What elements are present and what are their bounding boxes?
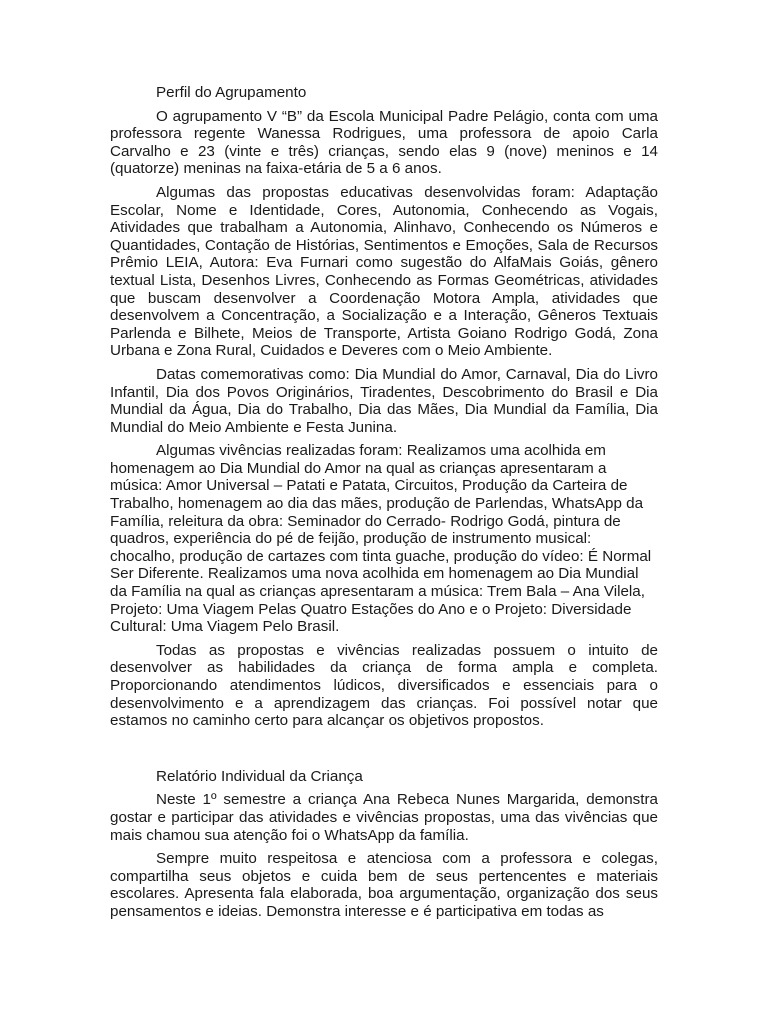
- paragraph-conclusao: Todas as propostas e vivências realizadas possuem o intuito de desenvolver as habilidades da criança de forma ampla e completa. Proporcionando atendimentos lúdicos, diversificados e essenciais para o desenvolvimento e a aprendizagem das crianças. Foi possível notar que estamos no caminho certo para alcançar os objetivos propostos.: [110, 641, 658, 730]
- paragraph-semestre: Neste 1º semestre a criança Ana Rebeca Nunes Margarida, demonstra gostar e participar das atividades e vivências propostas, uma das vivências que mais chamou sua atenção foi o WhatsApp da família.: [110, 791, 658, 844]
- paragraph-comportamento: Sempre muito respeitosa e atenciosa com a professora e colegas, compartilha seus objetos e cuida bem de seus pertencentes e materiais escolares. Apresenta fala elaborada, boa argumentação, organização dos seus pensamentos e ideias. Demonstra interesse e é participativa em todas as: [110, 850, 658, 920]
- paragraph-datas: Datas comemorativas como: Dia Mundial do Amor, Carnaval, Dia do Livro Infantil, Dia dos Povos Originários, Tiradentes, Descobrimento do Brasil e Dia Mundial da Água, Dia do Trabalho, Dia das Mães, Dia Mundial da Família, Dia Mundial do Meio Ambiente e Festa Junina.: [110, 365, 658, 436]
- paragraph-vivencias: Algumas vivências realizadas foram: Realizamos uma acolhida em homenagem ao Dia Mundial do Amor na qual as crianças apresentaram a música: Amor Universal – Patati e Patata, Circuitos, Produção da Carteira de Trabalho, homenagem ao dia das mães, produção de Parlendas, WhatsApp da Família, releitura da obra: Seminador do Cerrado- Rodrigo Godá, pintura de quadros, experiência do pé de feijão, produção de instrumento musical: chocalho, produção de cartazes com tinta guache, produção do vídeo: É Normal Ser Diferente. Realizamos uma nova acolhida em homenagem ao Dia Mundial da Família na qual as crianças apresentaram a música: Trem Bala – Ana Vilela, Projeto: Uma Viagem Pelas Quatro Estações do Ano e o Projeto: Diversidade Cultural: Uma Viagem Pelo Brasil.: [110, 442, 652, 636]
- section-title-relatorio: Relatório Individual da Criança: [156, 767, 363, 785]
- paragraph-agrupamento: O agrupamento V “B” da Escola Municipal Padre Pelágio, conta com uma professora regente Wanessa Rodrigues, uma professora de apoio Carla Carvalho e 23 (vinte e três) crianças, sendo elas 9 (nove) meninos e 14 (quatorze) meninas na faixa-etária de 5 a 6 anos.: [110, 107, 658, 178]
- section-spacer: [110, 736, 658, 768]
- document-page: [110, 84, 658, 927]
- section-title-perfil: Perfil do Agrupamento: [156, 84, 307, 101]
- paragraph-propostas: Algumas das propostas educativas desenvolvidas foram: Adaptação Escolar, Nome e Identidade, Cores, Autonomia, Conhecendo as Vogais, Atividades que trabalham a Autonomia, Alinhavo, Conhecendo os Números e Quantidades, Contação de Histórias, Sentimentos e Emoções, Sala de Recursos Prêmio LEIA, Autora: Eva Furnari como sugestão do AlfaMais Goiás, gênero textual Lista, Desenhos Livres, Conhecendo as Formas Geométricas, atividades que buscam desenvolver a Coordenação Motora Ampla, atividades que desenvolvem a Concentração, a Socialização e a Interação, Gêneros Textuais Parlenda e Bilhete, Meios de Transporte, Artista Goiano Rodrigo Godá, Zona Urbana e Zona Rural, Cuidados e Deveres com o Meio Ambiente.: [110, 183, 658, 360]
